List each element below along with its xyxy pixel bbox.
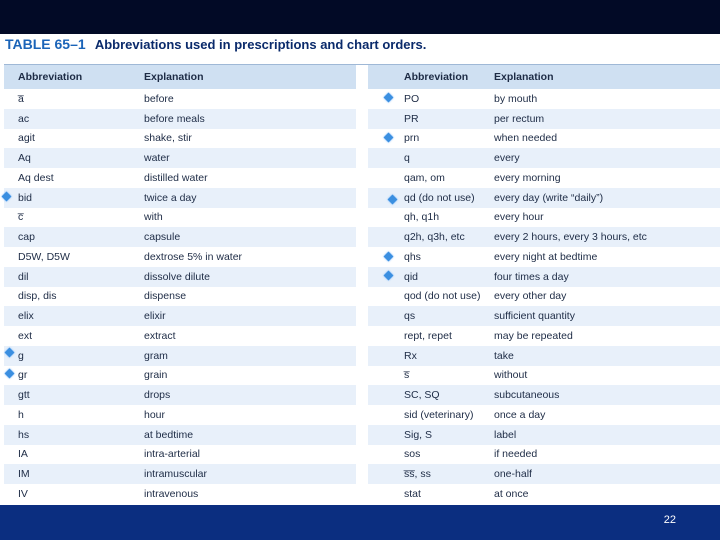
table-row xyxy=(368,346,720,366)
table-row xyxy=(4,287,356,307)
table-row xyxy=(4,425,356,445)
abbreviation-cell: ac xyxy=(18,112,30,125)
header-explanation: Explanation xyxy=(144,71,204,83)
abbreviation-cell: qid xyxy=(404,270,419,283)
table-row xyxy=(368,208,720,228)
explanation-cell: intravenous xyxy=(144,487,199,500)
explanation-cell: elixir xyxy=(144,310,166,323)
table-row xyxy=(4,148,356,168)
table-number: TABLE 65–1 xyxy=(5,36,86,52)
explanation-cell: drops xyxy=(144,389,171,402)
explanation-cell: label xyxy=(494,428,517,441)
header-abbreviation: Abbreviation xyxy=(404,71,469,83)
abbreviation-cell: cap xyxy=(18,231,35,244)
table-left-half xyxy=(4,65,356,504)
abbreviation-cell: q2h, q3h, etc xyxy=(404,231,465,244)
page-number: 22 xyxy=(663,514,676,526)
abbreviation-cell: Rx xyxy=(404,349,417,362)
abbreviation-cell: qd (do not use) xyxy=(404,191,475,204)
abbreviation-cell: PR xyxy=(404,112,419,125)
abbreviation-cell: a̅ xyxy=(18,92,24,105)
abbreviation-cell: dil xyxy=(18,270,29,283)
explanation-cell: intramuscular xyxy=(144,468,208,481)
table-caption xyxy=(5,36,715,56)
table-row xyxy=(368,425,720,445)
explanation-cell: distilled water xyxy=(144,171,208,184)
explanation-cell: twice a day xyxy=(144,191,197,204)
abbreviation-cell: hs xyxy=(18,428,30,441)
abbreviation-cell: g xyxy=(18,349,24,362)
table-row xyxy=(368,129,720,149)
header-abbreviation: Abbreviation xyxy=(18,71,83,83)
abbreviation-cell: q xyxy=(404,152,410,165)
table-row xyxy=(4,346,356,366)
table-row xyxy=(4,168,356,188)
table-row xyxy=(4,366,356,386)
explanation-cell: before meals xyxy=(144,112,205,125)
abbreviation-cell: IA xyxy=(18,448,28,461)
abbreviation-cell: D5W, D5W xyxy=(18,250,70,263)
explanation-cell: at bedtime xyxy=(144,428,194,441)
table-row xyxy=(368,445,720,465)
abbreviation-cell: prn xyxy=(404,132,420,145)
explanation-cell: may be repeated xyxy=(494,329,573,342)
table-header-row xyxy=(368,65,720,89)
table-right-body xyxy=(368,89,720,504)
table-title: Abbreviations used in prescriptions and chart orders. xyxy=(94,37,427,52)
abbreviation-cell: gr xyxy=(18,369,28,382)
abbreviation-cell: sos xyxy=(404,448,421,461)
abbreviation-cell: Aq xyxy=(18,152,31,165)
explanation-cell: every night at bedtime xyxy=(494,250,598,263)
table-row xyxy=(4,247,356,267)
abbreviation-cell: rept, repet xyxy=(404,329,452,342)
explanation-cell: shake, stir xyxy=(144,132,192,145)
explanation-cell: when needed xyxy=(494,132,558,145)
explanation-cell: capsule xyxy=(144,231,181,244)
explanation-cell: dissolve dilute xyxy=(144,270,210,283)
explanation-cell: sufficient quantity xyxy=(494,310,575,323)
table-header-row xyxy=(4,65,356,89)
table-row xyxy=(368,267,720,287)
explanation-cell: with xyxy=(144,211,163,224)
abbreviation-cell: qod (do not use) xyxy=(404,290,481,303)
table-row xyxy=(4,484,356,504)
bottom-banner xyxy=(0,505,720,540)
explanation-cell: hour xyxy=(144,408,166,421)
abbreviation-cell: SC, SQ xyxy=(404,389,440,402)
explanation-cell: dispense xyxy=(144,290,187,303)
explanation-cell: at once xyxy=(494,487,529,500)
abbreviation-cell: sid (veterinary) xyxy=(404,408,474,421)
table-row xyxy=(4,109,356,129)
table-row xyxy=(4,129,356,149)
table-row xyxy=(368,89,720,109)
table-row xyxy=(368,385,720,405)
table-row xyxy=(368,326,720,346)
abbreviation-cell: s̅s̅, ss xyxy=(404,468,431,481)
table-row xyxy=(4,227,356,247)
explanation-cell: per rectum xyxy=(494,112,545,125)
explanation-cell: every hour xyxy=(494,211,544,224)
table-row xyxy=(368,464,720,484)
abbreviation-cell: c̅ xyxy=(18,211,24,224)
table-row xyxy=(4,326,356,346)
explanation-cell: every day (write “daily”) xyxy=(494,191,604,204)
top-banner xyxy=(0,0,720,34)
abbreviation-cell: IM xyxy=(18,468,30,481)
explanation-cell: one-half xyxy=(494,468,532,481)
table-row xyxy=(368,366,720,386)
explanation-cell: intra-arterial xyxy=(144,448,201,461)
explanation-cell: subcutaneous xyxy=(494,389,560,402)
table-row xyxy=(4,208,356,228)
table-row xyxy=(368,227,720,247)
explanation-cell: every 2 hours, every 3 hours, etc xyxy=(494,231,647,244)
table-left-body xyxy=(4,89,356,504)
explanation-cell: if needed xyxy=(494,448,538,461)
explanation-cell: every xyxy=(494,152,520,165)
table-right-half xyxy=(368,65,720,504)
explanation-cell: extract xyxy=(144,329,176,342)
abbreviation-cell: IV xyxy=(18,487,28,500)
abbreviation-cell: bid xyxy=(18,191,33,204)
table-row xyxy=(368,287,720,307)
table-row xyxy=(368,306,720,326)
abbreviation-cell: stat xyxy=(404,487,421,500)
explanation-cell: dextrose 5% in water xyxy=(144,250,243,263)
abbreviation-cell: elix xyxy=(18,310,34,323)
explanation-cell: water xyxy=(144,152,170,165)
table-row xyxy=(368,247,720,267)
abbreviation-cell: qam, om xyxy=(404,171,445,184)
explanation-cell: gram xyxy=(144,349,168,362)
abbreviation-cell: s̅ xyxy=(404,369,410,382)
table-row xyxy=(368,109,720,129)
table-row xyxy=(368,188,720,208)
table-row xyxy=(4,405,356,425)
explanation-cell: take xyxy=(494,349,514,362)
explanation-cell: every other day xyxy=(494,290,567,303)
table-row xyxy=(4,89,356,109)
abbreviation-cell: PO xyxy=(404,92,420,105)
abbreviation-cell: agit xyxy=(18,132,35,145)
header-explanation: Explanation xyxy=(494,71,554,83)
abbreviation-cell: Sig, S xyxy=(404,428,433,441)
explanation-cell: once a day xyxy=(494,408,546,421)
table-row xyxy=(4,464,356,484)
abbreviation-cell: qs xyxy=(404,310,416,323)
table-row xyxy=(4,445,356,465)
table-row xyxy=(4,385,356,405)
explanation-cell: without xyxy=(494,369,528,382)
abbreviation-cell: disp, dis xyxy=(18,290,57,303)
abbreviations-table xyxy=(4,64,720,506)
abbreviation-cell: qhs xyxy=(404,250,421,263)
table-row xyxy=(4,188,356,208)
abbreviation-cell: h xyxy=(18,408,24,421)
abbreviation-cell: qh, q1h xyxy=(404,211,440,224)
explanation-cell: four times a day xyxy=(494,270,569,283)
table-row xyxy=(368,484,720,504)
explanation-cell: grain xyxy=(144,369,168,382)
abbreviation-cell: ext xyxy=(18,329,33,342)
table-row xyxy=(368,168,720,188)
table-row xyxy=(368,405,720,425)
abbreviation-cell: gtt xyxy=(18,389,30,402)
explanation-cell: every morning xyxy=(494,171,561,184)
explanation-cell: before xyxy=(144,92,174,105)
table-row xyxy=(368,148,720,168)
table-row xyxy=(4,267,356,287)
abbreviation-cell: Aq dest xyxy=(18,171,54,184)
table-row xyxy=(4,306,356,326)
explanation-cell: by mouth xyxy=(494,92,538,105)
